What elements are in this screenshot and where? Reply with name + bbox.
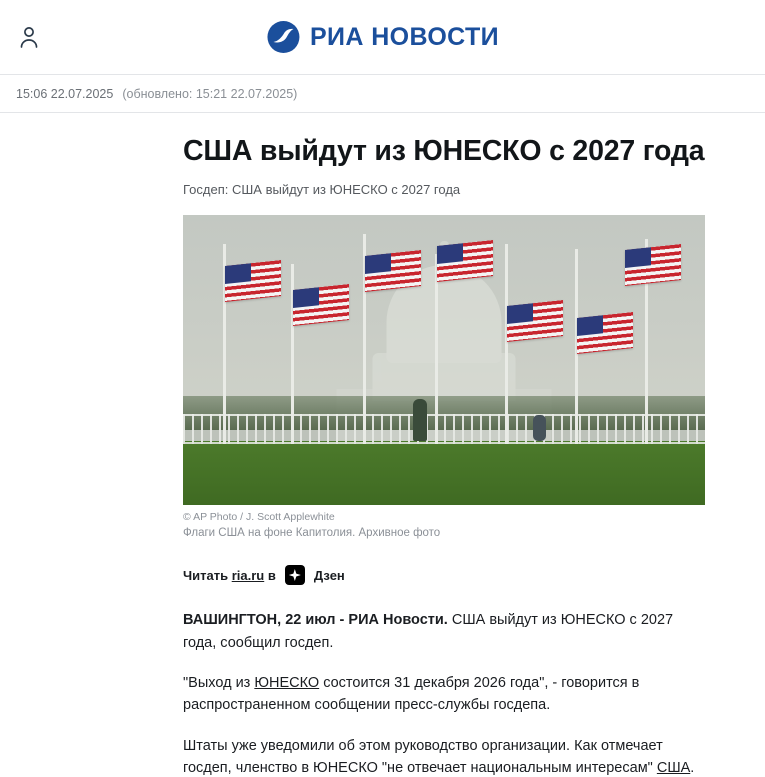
photo-caption: Флаги США на фоне Капитолия. Архивное фото [183,527,441,540]
site-header [0,0,765,75]
published-time: 15:06 22.07.2025 [16,86,114,101]
brand-name: РИА НОВОСТИ [309,22,500,51]
us-flag [437,240,493,282]
article-subtitle: Госдеп: США выйдут из ЮНЕСКО с 2027 года [183,182,461,198]
updated-time: (обновлено: 15:21 22.07.2025) [122,86,298,101]
site-logo[interactable] [266,20,499,54]
paragraph-quote [183,672,703,717]
page-title: США выйдут из ЮНЕСКО с 2027 года [183,135,705,167]
ria-logo-icon [266,20,300,54]
photo-credit: © AP Photo / J. Scott Applewhite [183,511,335,524]
paragraph-2-post: состоится 31 декабря 2026 года", - говорится в распространенном сообщении пресс-службы госдепа. [183,674,640,714]
article-content [0,113,765,777]
zen-label[interactable]: Дзен [313,567,345,583]
link-usa[interactable]: США [656,760,691,777]
photo-grass [183,441,705,505]
us-flag [365,250,421,292]
us-flag [293,284,349,326]
zen-icon[interactable] [285,565,305,585]
read-on-suffix: в [264,567,276,583]
article-timestamp-bar [0,75,765,113]
us-flag [225,260,281,302]
paragraph-2-pre: "Выход из [183,674,255,691]
user-account-icon[interactable] [18,24,40,50]
paragraph-3-pre: Штаты уже уведомили об этом руководство организации. Как отмечает госдеп, членство в ЮНЕСКО "не отвечает национальным интересам" [183,737,663,777]
read-on-domain: ria.ru [231,567,265,583]
photo-barricades [183,414,705,444]
read-on-bar [183,565,741,585]
paragraph-lead-rest: США выйдут из ЮНЕСКО с 2027 года, сообщил госдеп. [183,612,674,651]
read-on-prefix: Читать [183,567,232,583]
photo-person [413,399,427,441]
flagpole [435,254,438,444]
us-flag [625,244,681,286]
dateline: ВАШИНГТОН, 22 июл - РИА Новости. [183,612,448,629]
article-body [183,609,703,777]
link-unesco[interactable]: ЮНЕСКО [254,674,320,691]
photo-person [533,415,546,441]
paragraph-notice [183,735,703,777]
read-on-ria-link[interactable] [183,568,276,583]
paragraph-3-post: . [690,760,695,777]
flagpole [505,244,508,444]
us-flag [577,312,633,354]
paragraph-lead [183,609,703,654]
article-photo [183,215,705,505]
us-flag [507,300,563,342]
